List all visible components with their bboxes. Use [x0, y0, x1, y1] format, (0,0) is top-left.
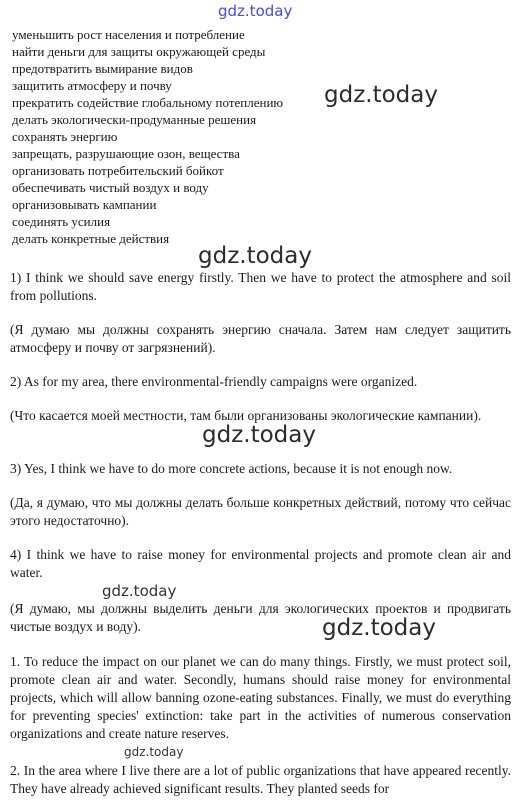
watermark: gdz.today [202, 422, 316, 448]
phrase-item: запрещать, разрушающие озон, вещества [12, 146, 240, 161]
answer-en: 3) Yes, I think we have to do more concrete actions, because it is not enough now. [10, 461, 453, 476]
phrase-item: организовывать кампании [12, 197, 157, 212]
watermark: gdz.today [198, 243, 312, 269]
watermark: gdz.today [324, 82, 438, 108]
answer-ru: (Да, я думаю, что мы должны делать больше конкретных действий, потому что сейчас этого недостаточно). [10, 495, 511, 528]
phrase-item: сохранять энергию [12, 129, 118, 144]
answer-en: 2) As for my area, there environmental-friendly campaigns were organized. [10, 374, 418, 389]
phrase-item: прекратить содействие глобальному потеплению [12, 95, 284, 110]
phrase-item: уменьшить рост населения и потребление [12, 27, 245, 42]
phrase-item: найти деньги для защиты окружающей среды [12, 44, 266, 59]
phrase-item: предотвратить вымирание видов [12, 61, 193, 76]
watermark: gdz.today [102, 582, 177, 600]
watermark: gdz.today [322, 615, 436, 641]
answer-ru: (Я думаю мы должны сохранять энергию сначала. Затем нам следует защитить атмосферу и почву от загрязнений). [10, 322, 511, 355]
watermark: gdz.today [124, 745, 184, 759]
phrase-item: делать конкретные действия [12, 231, 170, 246]
watermark-top: gdz.today [218, 2, 293, 20]
answer-en: 1) I think we should save energy firstly. Then we have to protect the atmosphere and soil from pollutions. [10, 270, 511, 303]
essay-paragraph: 1. To reduce the impact on our planet we can do many things. Firstly, we must protect soil, promote clean air and water. Secondly, humans should raise money for environmental projects, which will allow banning ozone-eating substances. Finally, we must do everything for preventing species' extinction: take part in the activities of numerous conservation organizations and create nature reserves. [10, 654, 511, 741]
phrase-item: защитить атмосферу и почву [12, 78, 172, 93]
phrase-list [12, 26, 283, 247]
answer-en: 4) I think we have to raise money for environmental projects and promote clean air and water. [10, 547, 511, 580]
phrase-item: обеспечивать чистый воздух и воду [12, 180, 209, 195]
phrase-item: соединять усилия [12, 214, 111, 229]
phrase-item: организовать потребительский бойкот [12, 163, 224, 178]
phrase-item: делать экологически-продуманные решения [12, 112, 257, 127]
answer-ru: (Что касается моей местности, там были организованы экологические кампании). [10, 408, 482, 423]
essay-paragraph: 2. In the area where I live there are a lot of public organizations that have appeared recently. They have already achieved significant results. They planted seeds for [10, 763, 511, 796]
answer-ru: (Я думаю, мы должны выделить деньги для экологических проектов и продвигать чистые воздух и воду). [10, 601, 511, 634]
